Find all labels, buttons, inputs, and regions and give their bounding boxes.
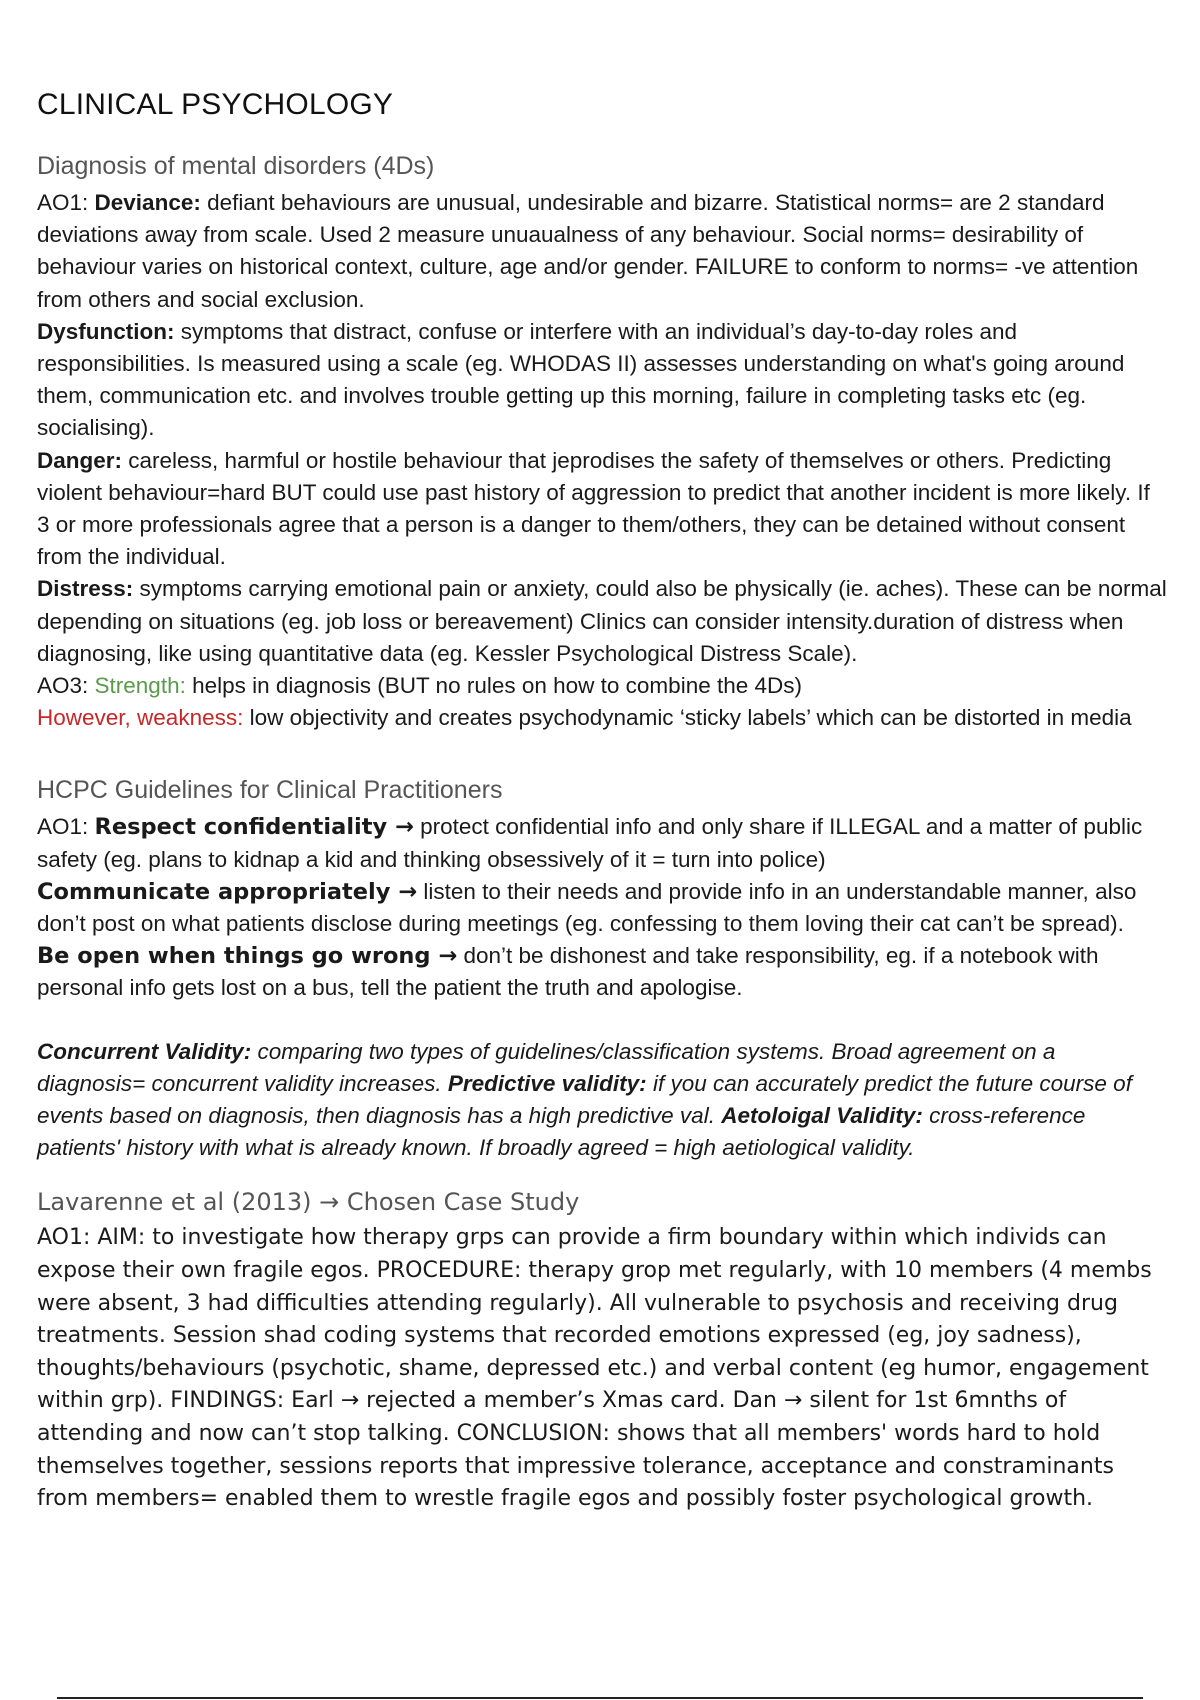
deviance-label: Deviance: — [94, 190, 201, 215]
ao3-strength-paragraph — [37, 670, 1167, 702]
dysfunction-text: symptoms that distract, confuse or interfere with an individual’s day-to-day roles and responsibilities. Is measured using a scale (eg. WHODAS II) assesses understanding on what's going around them, communication etc. and involves trouble getting up this morning, failure in completing tasks etc (eg. socialising). — [37, 318, 1125, 441]
diagnosis-section — [37, 152, 1167, 734]
communicate-text: listen to their needs and provide info in an understandable manner, also don’t post on what patients disclose during meetings (eg. confessing to them loving their cat can’t be spread). — [37, 878, 1137, 937]
concurrent-validity-label: Concurrent Validity: — [37, 1038, 252, 1064]
ao3-label: AO3: — [37, 673, 95, 699]
hcpc-section — [37, 776, 1167, 1164]
distress-paragraph — [37, 573, 1167, 670]
dysfunction-paragraph — [37, 316, 1167, 445]
confidentiality-label: Respect confidentiality → — [94, 814, 414, 841]
open-label: Be open when things go wrong → — [37, 943, 458, 970]
hcpc-heading: HCPC Guidelines for Clinical Practitioners — [37, 776, 503, 805]
predictive-validity-label: Predictive validity: — [447, 1070, 647, 1096]
lavarenne-section — [37, 1188, 1167, 1515]
aetiological-validity-text: cross-reference patients' history with what is already known. If broadly agreed = high aetiological validity. — [37, 1103, 1086, 1161]
aetiological-validity-label: Aetoloigal Validity: — [721, 1103, 923, 1129]
diagnosis-heading: Diagnosis of mental disorders (4Ds) — [37, 152, 435, 180]
bottom-divider — [57, 1697, 1143, 1699]
distress-label: Distress: — [37, 576, 134, 602]
weakness-label: However, weakness: — [37, 705, 244, 731]
danger-paragraph — [37, 445, 1167, 574]
ao3-weakness-paragraph — [37, 702, 1167, 734]
open-paragraph — [37, 940, 1167, 1004]
communicate-paragraph — [37, 876, 1167, 940]
open-text: don’t be dishonest and take responsibility, eg. if a notebook with personal info gets lost on a bus, tell the patient the truth and apologise. — [37, 943, 1099, 1001]
distress-text: symptoms carrying emotional pain or anxiety, could also be physically (ie. aches). These can be normal depending on situations (eg. job loss or bereavement) Clinics can consider intensity.duration of distress when diagnosing, like using quantitative data (eg. Kessler Psychological Distress Scale). — [37, 576, 1167, 666]
strength-text: helps in diagnosis (BUT no rules on how to combine the 4Ds) — [185, 673, 803, 699]
page-title: CLINICAL PSYCHOLOGY — [37, 88, 394, 121]
strength-label: Strength: — [94, 673, 186, 699]
predictive-validity-text: if you can accurately predict the future course of events based on diagnosis, then diagnosis has a high predictive val. — [37, 1070, 1132, 1129]
danger-text: careless, harmful or hostile behaviour that jeprodises the safety of themselves or others. Predicting violent behaviour=hard BUT could use past history of aggression to predict that another incident is more likely. If 3 or more professionals agree that a person is a danger to them/others, they can be detained without consent from the individual. — [37, 447, 1150, 570]
deviance-paragraph — [37, 187, 1167, 316]
confidentiality-paragraph — [37, 811, 1167, 875]
ao1-label: AO1: — [37, 814, 95, 840]
communicate-label: Communicate appropriately → — [37, 878, 418, 905]
dysfunction-label: Dysfunction: — [37, 318, 175, 344]
validity-paragraph — [37, 1036, 1167, 1165]
danger-label: Danger: — [37, 447, 123, 473]
deviance-text: defiant behaviours are unusual, undesirable and bizarre. Statistical norms= are 2 standard deviations away from scale. Used 2 measure unuaualness of any behaviour. Social norms= desirability of behaviour varies on historical context, culture, age and/or gender. FAILURE to conform to norms= -ve attention from others and social exclusion. — [37, 190, 1139, 312]
weakness-text: low objectivity and creates psychodynamic ‘sticky labels’ which can be distorted in media — [243, 705, 1132, 731]
lavarenne-heading: Lavarenne et al (2013) → Chosen Case Study — [37, 1188, 580, 1217]
ao1-label: AO1: — [37, 190, 95, 215]
confidentiality-text: protect confidential info and only share if ILLEGAL and a matter of public safety (eg. plans to kidnap a kid and thinking obsessively of it = turn into police) — [37, 814, 1143, 872]
concurrent-validity-text: comparing two types of guidelines/classification systems. Broad agreement on a diagnosis= concurrent validity increases. — [37, 1038, 1056, 1096]
document-page — [37, 88, 1167, 1516]
lavarenne-paragraph: AO1: AIM: to investigate how therapy grps can provide a firm boundary within which individs can expose their own fragile egos. PROCEDURE: therapy grop met regularly, with 10 members (4 membs were absent, 3 had difficulties attending regularly). All vulnerable to psychosis and receiving drug treatments. Session shad coding systems that recorded emotions expressed (eg, joy sadness), thoughts/behaviours (psychotic, shame, depressed etc.) and verbal content (eg humor, engagement within grp). FINDINGS: Earl → rejected a member’s Xmas card. Dan → silent for 1st 6mnths of attending and now can’t stop talking. CONCLUSION: shows that all members' words hard to hold themselves together, sessions reports that impressive tolerance, acceptance and constraminants from members= enabled them to wrestle fragile egos and possibly foster psychological growth. — [37, 1225, 1152, 1512]
